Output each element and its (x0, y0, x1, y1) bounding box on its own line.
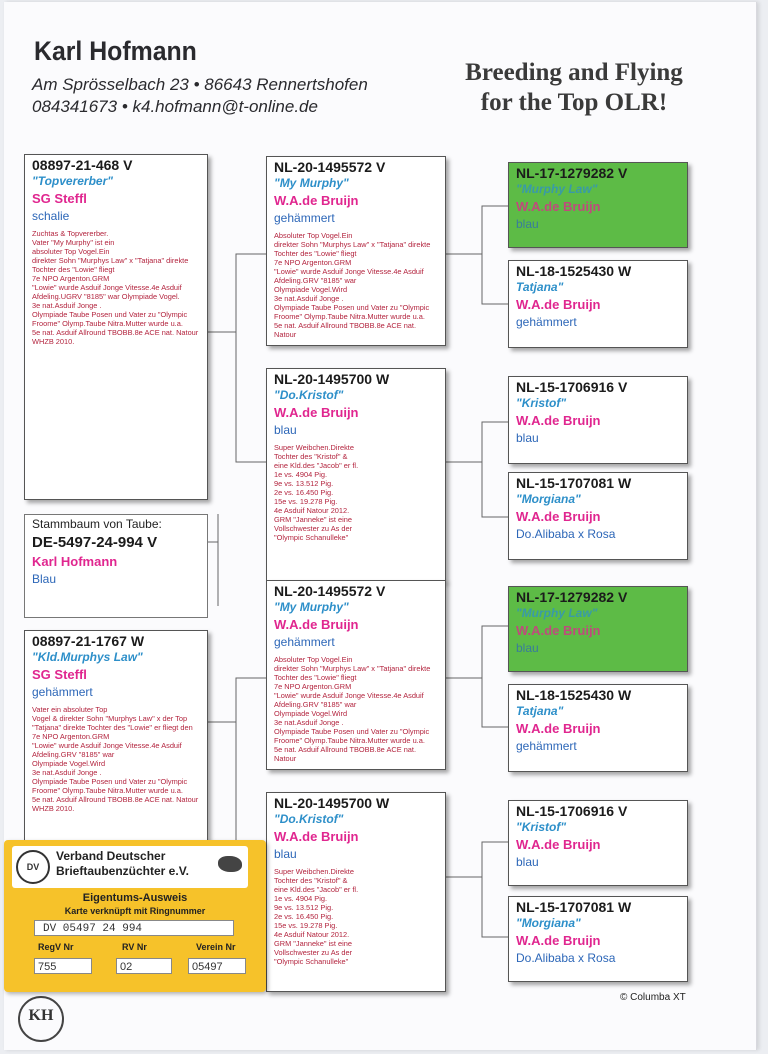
ownership-tag (4, 840, 266, 992)
ggp-3-colour: blau (516, 431, 539, 445)
dam-ring: 08897-21-1767 W (32, 633, 145, 649)
tag-subtitle: Karte verknüpft mit Ringnummer (64, 906, 206, 916)
granddam-paternal-card (266, 368, 446, 582)
tag-header (12, 846, 248, 888)
gp-ss-notes: Absoluter Top Vogel.Ein direkter Sohn "Murphys Law" x "Tatjana" direkte Tochter des "Lowie" fliegt 7e NPO Argenton.GRM "Lowie" wurde Asduif Jonge Vitesse.4e Asduif Afdeling.GRV "8185" war Olympiade Vogel.Wird 3e nat.Asduif Jonge . Olympiade Taube Posen und Vater zu "Olympic Froome" Olymp.Taube Nitra.Mutter wurde u.a. 5e nat. Asduif Allround TBOBB.8e ACE nat. Natour (274, 231, 431, 339)
gp-sd-colour: blau (274, 423, 297, 437)
tag-org-line2: Brieftaubenzüchter e.V. (56, 864, 189, 878)
gp-ss-colour: gehämmert (274, 211, 335, 225)
tag-col2-value: 02 (116, 958, 172, 974)
dam-colour: gehämmert (32, 685, 93, 699)
ggp-3-breeder: W.A.de Bruijn (516, 413, 601, 428)
grandsire-paternal-card (266, 156, 446, 346)
gp-ss-ring: NL-20-1495572 V (274, 159, 386, 175)
slogan-line1: Breeding and Flying (465, 59, 683, 86)
granddam-maternal-card (266, 792, 446, 992)
dam-breeder: SG Steffl (32, 667, 87, 682)
kh-logo: KH (18, 996, 64, 1042)
dam-card (24, 630, 208, 842)
ggp-4-colour: Do.Alibaba x Rosa (516, 527, 616, 541)
ggp-6-colour: gehämmert (516, 739, 577, 753)
slogan-line2: for the Top OLR! (480, 89, 668, 116)
subject-breeder: Karl Hofmann (32, 554, 118, 569)
dv-logo-icon: DV (16, 850, 50, 884)
copyright: © Columba XT (620, 992, 686, 1003)
ggp-8-colour: Do.Alibaba x Rosa (516, 951, 616, 965)
ggp-5-ring: NL-17-1279282 V (516, 589, 628, 605)
tag-col3-label: Verein Nr (196, 942, 236, 952)
ggp-8-name: "Morgiana" (516, 916, 581, 930)
ggp-3-name: "Kristof" (516, 396, 567, 410)
ggp-7-colour: blau (516, 855, 539, 869)
ggp-1-breeder: W.A.de Bruijn (516, 199, 601, 214)
tag-title: Eigentums-Ausweis (82, 892, 188, 904)
ggp-2-colour: gehämmert (516, 315, 577, 329)
ggp-card-6 (508, 684, 688, 772)
ggp-card-7 (508, 800, 688, 886)
gp-sd-breeder: W.A.de Bruijn (274, 405, 359, 420)
ggp-card-8 (508, 896, 688, 982)
gp-ds-name: "My Murphy" (274, 600, 349, 614)
ggp-card-1 (508, 162, 688, 248)
tag-org-line1: Verband Deutscher (56, 849, 166, 863)
gp-ds-breeder: W.A.de Bruijn (274, 617, 359, 632)
subject-label: Stammbaum von Taube: (32, 517, 162, 531)
ggp-1-ring: NL-17-1279282 V (516, 165, 628, 181)
dam-name: "Kld.Murphys Law" (32, 650, 143, 664)
tag-ring-number: DV 05497 24 994 (34, 920, 234, 936)
gp-sd-name: "Do.Kristof" (274, 388, 344, 402)
tag-col3-value: 05497 (188, 958, 246, 974)
ggp-card-2 (508, 260, 688, 348)
ggp-6-ring: NL-18-1525430 W (516, 687, 632, 703)
ggp-6-breeder: W.A.de Bruijn (516, 721, 601, 736)
gp-ds-notes: Absoluter Top Vogel.Ein direkter Sohn "Murphys Law" x "Tatjana" direkte Tochter des "Lowie" fliegt 7e NPO Argenton.GRM "Lowie" wurde Asduif Jonge Vitesse.4e Asduif Afdeling.GRV "8185" war Olympiade Vogel.Wird 3e nat.Asduif Jonge . Olympiade Taube Posen und Vater zu "Olympic Froome" Olymp.Taube Nitra.Mutter wurde u.a. 5e nat. Asduif Allround TBOBB.8e ACE nat. Natour (274, 655, 431, 763)
ggp-6-name: Tatjana" (516, 704, 564, 718)
gp-ds-ring: NL-20-1495572 V (274, 583, 386, 599)
owner-contact: 084341673 • k4.hofmann@t-online.de (32, 97, 318, 116)
gp-dd-breeder: W.A.de Bruijn (274, 829, 359, 844)
sire-ring: 08897-21-468 V (32, 157, 133, 173)
gp-dd-name: "Do.Kristof" (274, 812, 344, 826)
ggp-7-name: "Kristof" (516, 820, 567, 834)
subject-card (24, 514, 208, 618)
gp-dd-colour: blau (274, 847, 297, 861)
ggp-5-colour: blau (516, 641, 539, 655)
gp-sd-notes: Super Weibchen.Direkte Tochter des "Kristof" & eine Kld.des "Jacob" er fl. 1e vs. 4904 Pig. 9e vs. 13.512 Pig. 2e vs. 16.450 Pig. 15e vs. 19.278 Pig. 4e Asduif Natour 2012. GRM "Janneke" ist eine Vollschwester zu As der "Olympic Schanulleke" (274, 443, 359, 542)
gp-dd-ring: NL-20-1495700 W (274, 795, 390, 811)
ggp-5-name: "Murphy Law" (516, 606, 598, 620)
owner-name: Karl Hofmann (34, 36, 197, 66)
gp-dd-notes: Super Weibchen.Direkte Tochter des "Kristof" & eine Kld.des "Jacob" er fl. 1e vs. 4904 Pig. 9e vs. 13.512 Pig. 2e vs. 16.450 Pig. 15e vs. 19.278 Pig. 4e Asduif Natour 2012. GRM "Janneke" ist eine Vollschwester zu As der "Olympic Schanulleke" (274, 867, 359, 966)
ggp-3-ring: NL-15-1706916 V (516, 379, 628, 395)
gp-sd-ring: NL-20-1495700 W (274, 371, 390, 387)
pigeon-icon (218, 856, 242, 872)
ggp-card-5 (508, 586, 688, 672)
gp-ss-breeder: W.A.de Bruijn (274, 193, 359, 208)
tag-col1-value: 755 (34, 958, 92, 974)
ggp-8-ring: NL-15-1707081 W (516, 899, 632, 915)
gp-ss-name: "My Murphy" (274, 176, 349, 190)
sire-colour: schalie (32, 209, 70, 223)
sire-name: "Topvererber" (32, 174, 113, 188)
sire-notes: Zuchtas & Topvererber. Vater "My Murphy" ist ein absoluter Top Vogel.Ein direkter Sohn "Murphys Law" x "Tatjana" direkte Tochter des "Lowie" fliegt 7e NPO Argenton.GRM "Lowie" wurde Asduif Jonge Vitesse.4e Asduif Afdeling.UGRV "8185" war Olympiade Vogel. 3e nat.Asduif Jonge . Olympiade Taube Posen und Vater zu "Olympic Froome" Olymp.Taube Nitra.Mutter wurde u.a. 5e nat. Asduif Allround TBOBB.8e ACE nat. Natour WHZB 2010. (32, 229, 199, 346)
ggp-8-breeder: W.A.de Bruijn (516, 933, 601, 948)
dam-notes: Vater ein absoluter Top Vogel & direkter Sohn "Murphys Law" x der Top "Tatjana" direkte Tochter des "Lowie" er fliegt den 7e NPO Argenton.GRM "Lowie" wurde Asduif Jonge Vitesse.4e Asduif Afdeling.GRV "8185" war Olympiade Vogel.Wird 3e nat.Asduif Jonge . Olympiade Taube Posen und Vater zu "Olympic Froome" Olymp.Taube Nitra.Mutter wurde u.a. 5e nat. Asduif Allround TBOBB.8e ACE nat. Natour WHZB 2010. (32, 705, 199, 813)
ggp-4-name: "Morgiana" (516, 492, 581, 506)
ggp-2-name: Tatjana" (516, 280, 564, 294)
ggp-4-ring: NL-15-1707081 W (516, 475, 632, 491)
ggp-1-colour: blau (516, 217, 539, 231)
tag-col2-label: RV Nr (122, 942, 147, 952)
ggp-4-breeder: W.A.de Bruijn (516, 509, 601, 524)
ggp-card-4 (508, 472, 688, 560)
gp-ds-colour: gehämmert (274, 635, 335, 649)
ggp-2-breeder: W.A.de Bruijn (516, 297, 601, 312)
ggp-card-3 (508, 376, 688, 464)
grandsire-maternal-card (266, 580, 446, 770)
ggp-1-name: "Murphy Law" (516, 182, 598, 196)
ggp-5-breeder: W.A.de Bruijn (516, 623, 601, 638)
ggp-7-ring: NL-15-1706916 V (516, 803, 628, 819)
sire-breeder: SG Steffl (32, 191, 87, 206)
sire-card (24, 154, 208, 500)
tag-col1-label: RegV Nr (38, 942, 74, 952)
subject-colour: Blau (32, 572, 57, 586)
ggp-7-breeder: W.A.de Bruijn (516, 837, 601, 852)
tag-organisation (56, 849, 189, 879)
ggp-2-ring: NL-18-1525430 W (516, 263, 632, 279)
subject-ring: DE-5497-24-994 V (32, 534, 158, 551)
owner-address: Am Sprösselbach 23 • 86643 Rennertshofen (32, 75, 368, 94)
